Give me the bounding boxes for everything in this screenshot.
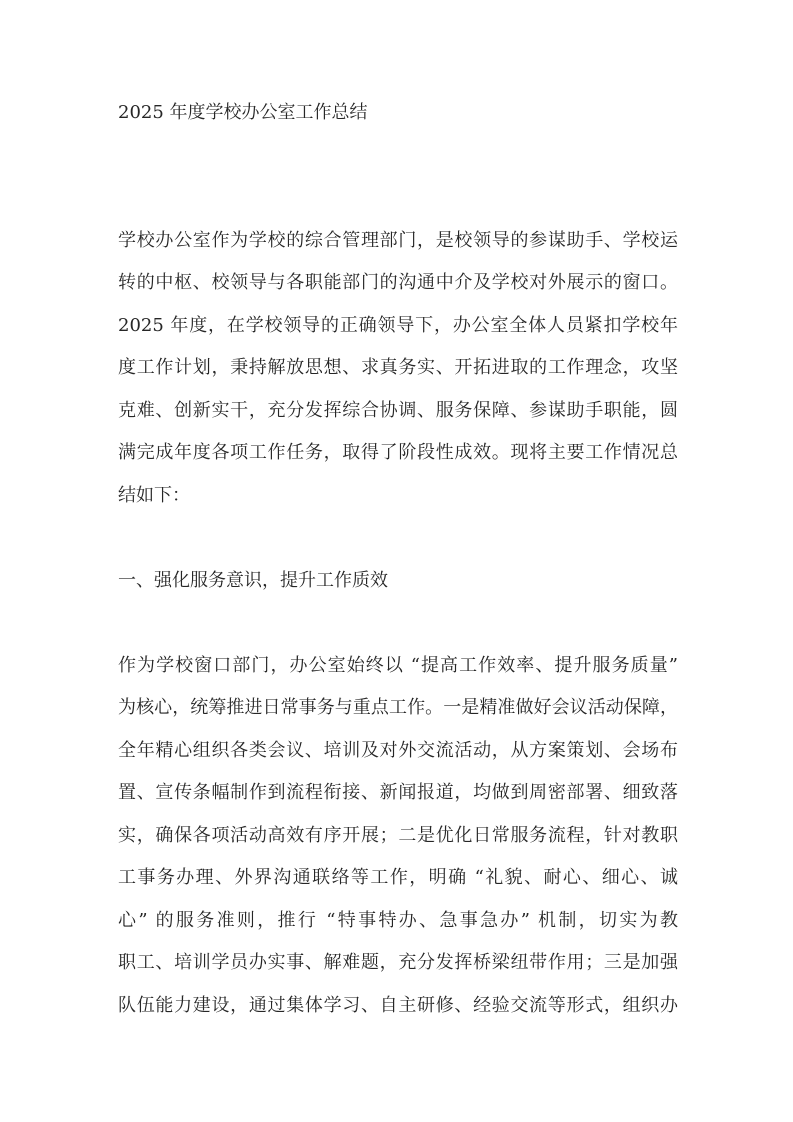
text-line: 克难、创新实干，充分发挥综合协调、服务保障、参谋助手职能，圆 — [118, 399, 678, 421]
text-line: 作为学校窗口部门，办公室始终以 “提高工作效率、提升服务质量” — [118, 654, 678, 676]
paragraph-intro — [118, 220, 678, 518]
text-line: 满完成年度各项工作任务，取得了阶段性成效。现将主要工作情况总 — [118, 442, 678, 463]
text-line: 工事务办理、外界沟通联络等工作，明确 “礼貌、耐心、细心、诚 — [118, 867, 678, 888]
blank-line — [118, 517, 678, 560]
text-line: 全年精心组织各类会议、培训及对外交流活动，从方案策划、会场布 — [118, 739, 678, 761]
text-line: 心” 的服务准则，推行 “特事特办、急事急办” 机制，切实为教 — [118, 909, 678, 931]
text-line: 转的中枢、校领导与各职能部门的沟通中介及学校对外展示的窗口。 — [118, 272, 678, 293]
paragraph-section-1 — [118, 645, 678, 1028]
section-heading-1: 一、强化服务意识，提升工作质效 — [118, 569, 388, 591]
text-line: 2025 年度，在学校领导的正确领导下，办公室全体人员紧扣学校年 — [118, 314, 678, 336]
text-line: 职工、培训学员办实事、解难题，充分发挥桥梁纽带作用；三是加强 — [118, 952, 678, 973]
text-line: 学校办公室作为学校的综合管理部门，是校领导的参谋助手、学校运 — [118, 229, 678, 251]
text-line: 结如下： — [118, 484, 190, 506]
text-line: 置、宣传条幅制作到流程衔接、新闻报道，均做到周密部署、细致落 — [118, 782, 678, 803]
text-line: 为核心，统筹推进日常事务与重点工作。一是精准做好会议活动保障， — [118, 697, 678, 718]
text-line: 度工作计划，秉持解放思想、求真务实、开拓进取的工作理念，攻坚 — [118, 357, 678, 378]
document-title: 2025 年度学校办公室工作总结 — [118, 102, 368, 123]
blank-line — [118, 602, 678, 645]
text-line: 队伍能力建设，通过集体学习、自主研修、经验交流等形式，组织办 — [118, 994, 678, 1016]
text-line: 实，确保各项活动高效有序开展；二是优化日常服务流程，针对教职 — [118, 824, 678, 846]
